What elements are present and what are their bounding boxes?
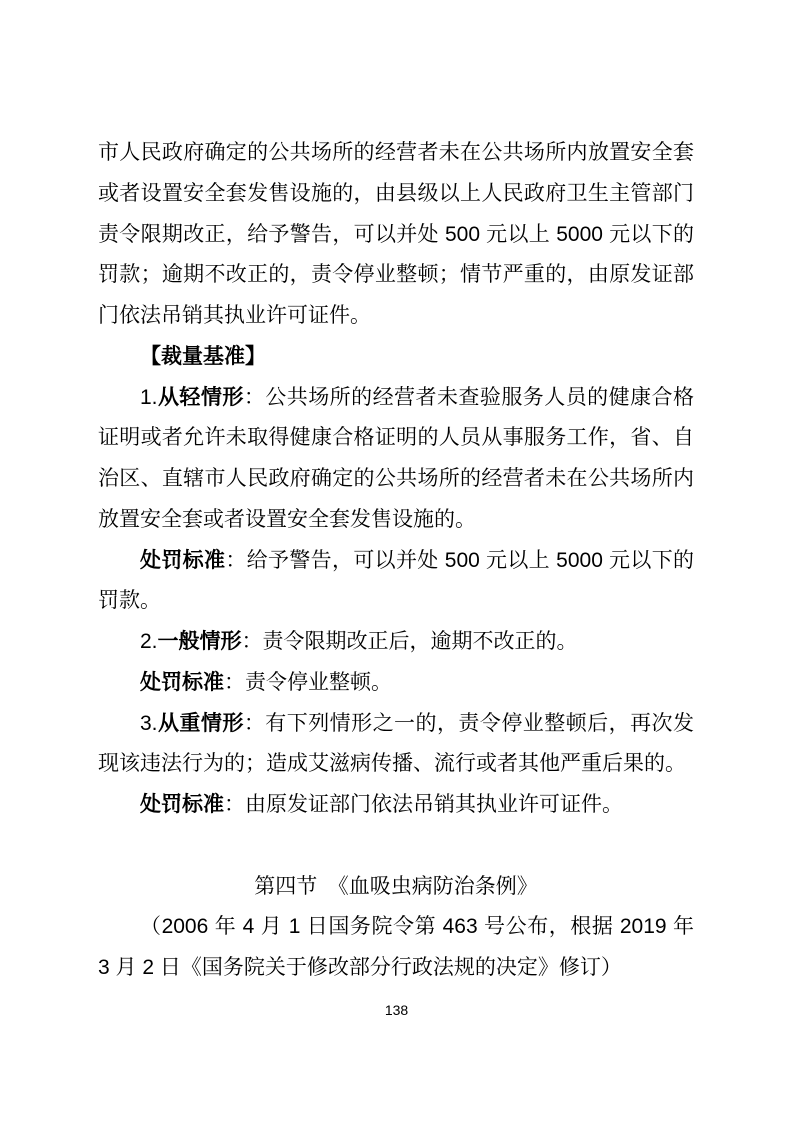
penalty-3-label: 处罚标准	[140, 793, 224, 816]
penalty-2-label: 处罚标准	[140, 670, 224, 694]
penalty-1-text: 给予警告，可以并处 500 元以上 5000 元以下的罚款。	[98, 548, 695, 613]
item-paragraph-1	[98, 378, 694, 541]
item-1-text: 公共场所的经营者未查验服务人员的健康合格证明或者允许未取得健康合格证明的人员从事服务工作，省、自治区、直辖市人民政府确定的公共场所的经营者未在公共场所内放置安全套或者设置安全套发售设施的。	[98, 385, 695, 531]
penalty-1-separator: ：	[225, 548, 247, 572]
item-2-label: 一般情形	[157, 630, 242, 653]
item-2-number: 2.	[140, 630, 158, 653]
discretion-basis-heading: 【裁量基准】	[140, 344, 266, 368]
penalty-2-separator: ：	[224, 670, 245, 694]
item-3-number: 3.	[140, 711, 158, 735]
penalty-1-label: 处罚标准	[140, 548, 226, 572]
document-body	[98, 133, 694, 989]
section-heading: 第四节 《血吸虫病防治条例》	[254, 874, 538, 898]
item-3-separator: ：	[243, 711, 266, 735]
penalty-3-separator: ：	[224, 793, 245, 816]
penalty-paragraph-1	[98, 541, 694, 623]
penalty-3-text: 由原发证部门依法吊销其执业许可证件。	[245, 793, 623, 816]
penalty-2-text: 责令停业整顿。	[245, 670, 392, 694]
page-number: 138	[384, 1002, 409, 1018]
item-1-label: 从轻情形	[157, 385, 244, 409]
item-paragraph-3	[98, 704, 694, 786]
section-note: （2006 年 4 月 1 日国务院令第 463 号公布，根据 2019 年 3 月 2 日《国务院关于修改部分行政法规的决定》修订）	[98, 915, 694, 979]
item-3-label: 从重情形	[157, 711, 244, 735]
item-1-separator: ：	[243, 385, 266, 409]
page-footer	[0, 1001, 793, 1019]
penalty-paragraph-3	[98, 785, 694, 826]
item-1-number: 1.	[140, 385, 158, 409]
item-3-text: 有下列情形之一的，责令停业整顿后，再次发现该违法行为的；造成艾滋病传播、流行或者其他严重后果的。	[98, 711, 695, 776]
penalty-paragraph-2	[98, 663, 694, 704]
item-2-separator: ：	[241, 630, 263, 653]
item-2-text: 责令限期改正后，逾期不改正的。	[262, 630, 578, 653]
paragraph-continuation: 市人民政府确定的公共场所的经营者未在公共场所内放置安全套或者设置安全套发售设施的，由县级以上人民政府卫生主管部门责令限期改正，给予警告，可以并处 500 元以上 5000 元以下的罚款；逾期不改正的，责令停业整顿；情节严重的，由原发证部门依法吊销其执业许可证件。	[98, 141, 694, 327]
item-paragraph-2	[98, 622, 694, 663]
blank-line-spacer	[98, 826, 694, 867]
